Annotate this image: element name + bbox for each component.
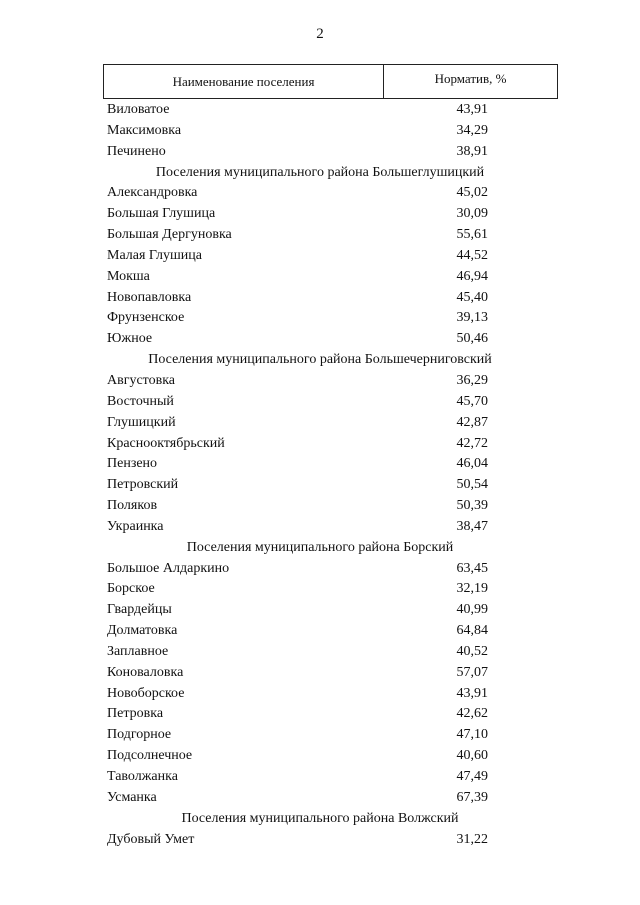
settlement-name: Фрунзенское	[107, 310, 185, 326]
norm-value: 46,04	[456, 456, 488, 472]
section-heading-row	[0, 164, 640, 185]
page-number: 2	[316, 26, 324, 42]
norm-value: 50,46	[456, 331, 488, 347]
section-title: Поселения муниципального района Борский	[186, 539, 454, 555]
settlement-name: Печинено	[107, 143, 166, 159]
table-row	[0, 518, 640, 539]
table-row	[0, 601, 640, 622]
settlement-name: Большое Алдаркино	[107, 560, 230, 576]
column-header-settlement-name: Наименование поселения	[104, 65, 384, 98]
table-row	[0, 455, 640, 476]
settlement-name: Усманка	[107, 789, 157, 805]
settlement-name: Таволжанка	[107, 769, 178, 784]
section-heading-row	[0, 810, 640, 831]
table-row	[0, 580, 640, 601]
norm-value: 34,29	[456, 122, 488, 138]
table-row	[0, 685, 640, 706]
table-row	[0, 268, 640, 289]
section-title: Поселения муниципального района Большеглушицкий	[155, 164, 485, 180]
norm-value: 64,84	[456, 623, 488, 639]
section-heading-row	[0, 351, 640, 372]
norm-value: 46,94	[456, 268, 488, 284]
settlement-name: Подгорное	[107, 727, 172, 743]
section-title: Поселения муниципального района Большечерниговский	[148, 352, 492, 368]
norm-value: 32,19	[456, 581, 488, 597]
table-row	[0, 726, 640, 747]
table-row	[0, 831, 640, 852]
norm-value: 45,40	[456, 289, 488, 305]
table-row	[0, 393, 640, 414]
settlement-name: Новоборское	[107, 685, 185, 701]
norm-value: 30,09	[456, 206, 488, 222]
table-row	[0, 372, 640, 393]
norm-value: 57,07	[456, 664, 488, 680]
column-header-norm-percent: Норматив, %	[434, 70, 507, 86]
settlement-name: Мокша	[107, 268, 150, 284]
table-row	[0, 789, 640, 810]
settlement-name: Пензено	[107, 456, 158, 472]
norm-value: 40,52	[456, 643, 488, 659]
table-row	[0, 143, 640, 164]
norm-value: 55,61	[456, 227, 488, 243]
table-row	[0, 247, 640, 268]
table-row	[0, 414, 640, 435]
table-row	[0, 768, 640, 789]
table-row	[0, 643, 640, 664]
norm-value: 31,22	[456, 831, 488, 847]
settlement-name: Коноваловка	[107, 664, 184, 680]
settlement-name: Долматовка	[107, 623, 178, 639]
settlement-name: Петровка	[107, 706, 164, 722]
table-row	[0, 664, 640, 685]
norm-value: 67,39	[456, 789, 488, 805]
settlement-name: Виловатое	[107, 102, 170, 117]
norm-value: 43,91	[456, 102, 488, 117]
table-row	[0, 205, 640, 226]
norm-value: 47,10	[456, 727, 488, 743]
table-row	[0, 101, 640, 122]
table-row	[0, 747, 640, 768]
norm-value: 40,60	[456, 748, 488, 764]
settlement-name: Дубовый Умет	[107, 831, 195, 847]
table-row	[0, 184, 640, 205]
table-row	[0, 497, 640, 518]
settlement-name: Заплавное	[107, 643, 169, 659]
settlement-name: Александровка	[107, 185, 198, 201]
norm-value: 39,13	[456, 310, 488, 326]
table-row	[0, 309, 640, 330]
norm-value: 40,99	[456, 602, 488, 618]
norm-value: 44,52	[456, 247, 488, 263]
norm-value: 47,49	[456, 769, 488, 784]
settlement-name: Большая Дергуновка	[107, 227, 232, 243]
table-row	[0, 330, 640, 351]
norm-value: 63,45	[456, 560, 488, 576]
norm-value: 50,39	[456, 498, 488, 514]
table-row	[0, 226, 640, 247]
table-header	[103, 64, 558, 99]
norm-value: 43,91	[456, 685, 488, 701]
settlement-name: Большая Глушица	[107, 206, 216, 222]
table-row	[0, 435, 640, 456]
settlement-name: Восточный	[107, 393, 174, 409]
settlement-name: Украинка	[107, 518, 164, 534]
table-row	[0, 289, 640, 310]
settlement-name: Августовка	[107, 372, 176, 388]
norm-value: 42,62	[456, 706, 488, 722]
settlement-name: Петровский	[107, 477, 179, 493]
settlement-table-body	[0, 101, 640, 851]
norm-value: 45,02	[456, 185, 488, 201]
norm-value: 42,72	[456, 435, 488, 451]
settlement-name: Южное	[107, 331, 153, 347]
settlement-name: Поляков	[107, 498, 158, 514]
norm-value: 36,29	[456, 372, 488, 388]
table-row	[0, 122, 640, 143]
settlement-name: Борское	[107, 581, 155, 597]
settlement-name: Гвардейцы	[107, 602, 172, 618]
norm-value: 38,47	[456, 518, 488, 534]
norm-value: 38,91	[456, 143, 488, 159]
norm-value: 45,70	[456, 393, 488, 409]
norm-value: 42,87	[456, 414, 488, 430]
table-row	[0, 476, 640, 497]
settlement-name: Краснооктябрьский	[107, 435, 225, 451]
settlement-name: Новопавловка	[107, 289, 192, 305]
table-row	[0, 560, 640, 581]
settlement-name: Максимовка	[107, 122, 182, 138]
settlement-name: Подсолнечное	[107, 748, 193, 764]
table-row	[0, 705, 640, 726]
section-heading-row	[0, 539, 640, 560]
settlement-name: Малая Глушица	[107, 247, 202, 263]
table-row	[0, 622, 640, 643]
section-title: Поселения муниципального района Волжский	[181, 810, 459, 826]
settlement-name: Глушицкий	[107, 414, 176, 430]
norm-value: 50,54	[456, 477, 488, 493]
